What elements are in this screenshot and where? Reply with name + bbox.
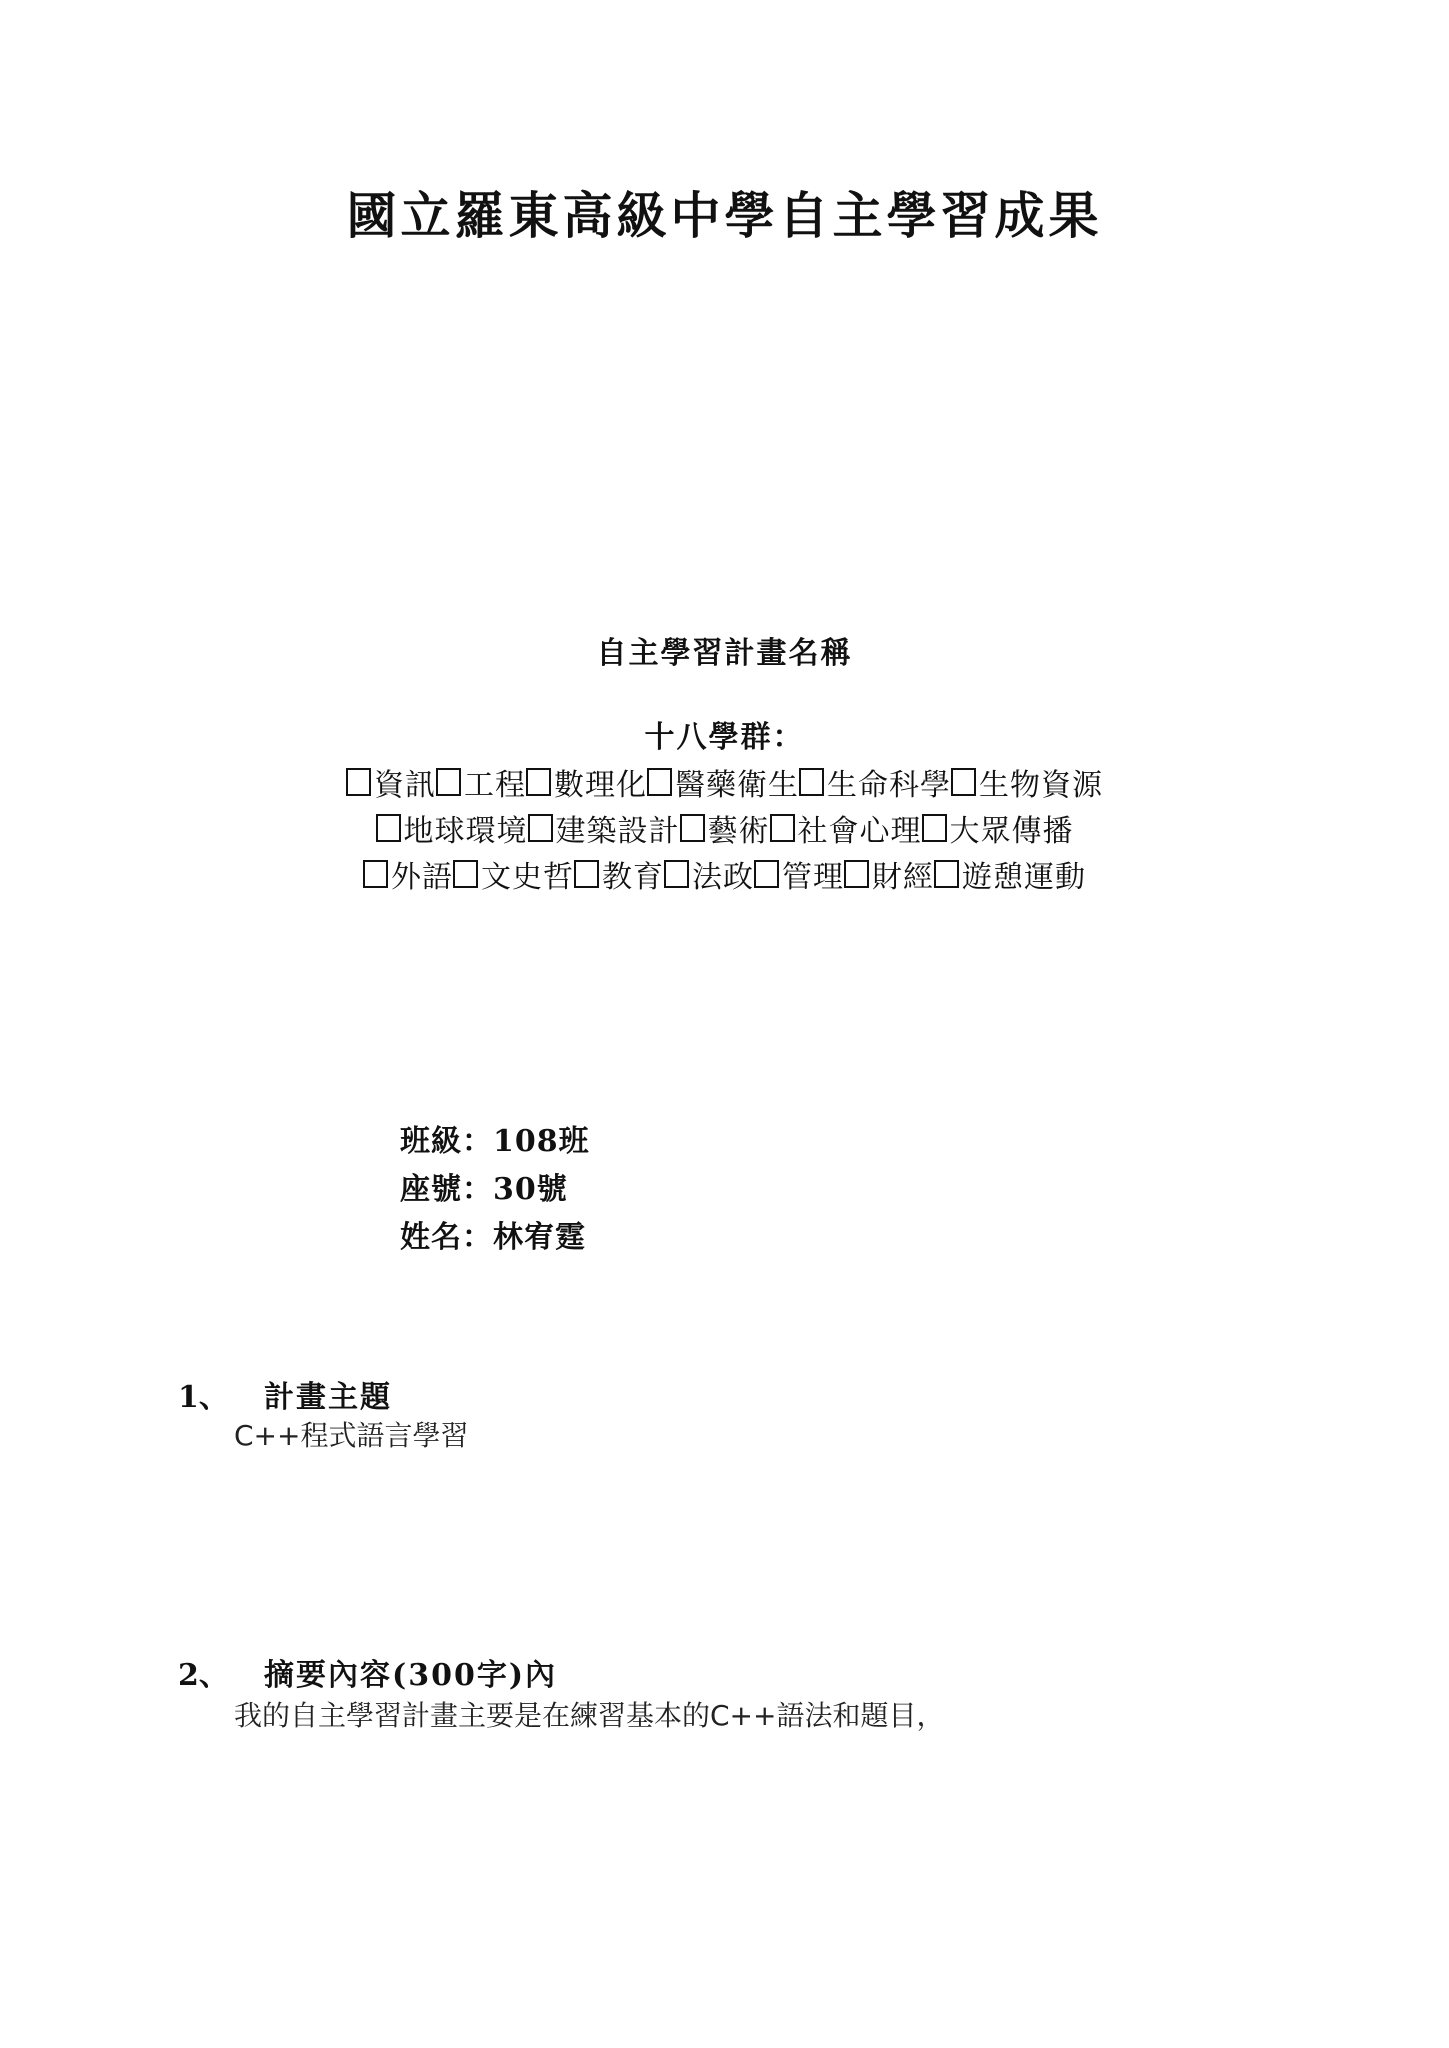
group-option[interactable] <box>376 806 528 850</box>
class-value: 108班 <box>493 1124 590 1159</box>
group-row-2 <box>0 806 1449 850</box>
checkbox-icon[interactable] <box>574 860 599 888</box>
class-label: 班級： <box>400 1124 493 1159</box>
group-option[interactable] <box>770 806 922 850</box>
group-option[interactable] <box>574 852 664 896</box>
group-option[interactable] <box>664 852 754 896</box>
group-option[interactable] <box>844 852 934 896</box>
group-label: 財經 <box>872 860 934 895</box>
section-number: 2、 <box>178 1658 229 1693</box>
group-option[interactable] <box>922 806 1074 850</box>
checkbox-icon[interactable] <box>754 860 779 888</box>
checkbox-icon[interactable] <box>934 860 959 888</box>
group-label: 工程 <box>464 768 526 803</box>
group-option[interactable] <box>680 806 770 850</box>
section-title: 計畫主題 <box>264 1380 392 1415</box>
class-row <box>400 1118 590 1166</box>
group-label: 醫藥衛生 <box>675 768 799 803</box>
group-label: 遊憩運動 <box>962 860 1086 895</box>
group-label: 生物資源 <box>979 768 1103 803</box>
checkbox-icon[interactable] <box>376 814 401 842</box>
group-label: 數理化 <box>554 768 647 803</box>
group-label: 建築設計 <box>555 814 680 849</box>
name-value: 林宥霆 <box>493 1220 586 1255</box>
checkbox-icon[interactable] <box>363 860 388 888</box>
group-label: 藝術 <box>707 814 770 849</box>
group-option[interactable] <box>436 760 526 804</box>
section-2-heading <box>178 1650 557 1694</box>
checkbox-icon[interactable] <box>922 814 947 842</box>
name-label: 姓名： <box>400 1220 493 1255</box>
group-label: 地球環境 <box>403 814 528 849</box>
student-info <box>400 1118 590 1262</box>
name-row <box>400 1214 590 1262</box>
checkbox-icon[interactable] <box>770 814 795 842</box>
checkbox-icon[interactable] <box>647 768 672 796</box>
group-label: 外語 <box>391 860 453 895</box>
group-option[interactable] <box>528 806 680 850</box>
group-label: 資訊 <box>374 768 436 803</box>
group-option[interactable] <box>799 760 951 804</box>
checkbox-icon[interactable] <box>680 814 705 842</box>
group-option[interactable] <box>453 852 574 896</box>
checkbox-icon[interactable] <box>951 768 976 796</box>
group-option[interactable] <box>754 852 844 896</box>
checkbox-icon[interactable] <box>346 768 371 796</box>
seat-value: 30號 <box>493 1172 568 1207</box>
section-1-heading <box>178 1372 392 1416</box>
group-row-3 <box>0 852 1449 896</box>
checkbox-icon[interactable] <box>799 768 824 796</box>
group-label: 管理 <box>782 860 844 895</box>
section-title: 摘要內容(300字)內 <box>264 1658 558 1693</box>
group-label: 社會心理 <box>797 814 922 849</box>
group-option[interactable] <box>934 852 1086 896</box>
seat-label: 座號： <box>400 1172 493 1207</box>
group-option[interactable] <box>363 852 453 896</box>
seat-row <box>400 1166 590 1214</box>
checkbox-icon[interactable] <box>528 814 553 842</box>
group-row-1 <box>0 760 1449 804</box>
group-option[interactable] <box>346 760 436 804</box>
group-option[interactable] <box>526 760 647 804</box>
group-label: 教育 <box>602 860 664 895</box>
group-label: 大眾傳播 <box>949 814 1074 849</box>
group-label: 文史哲 <box>481 860 574 895</box>
checkbox-icon[interactable] <box>436 768 461 796</box>
checkbox-icon[interactable] <box>664 860 689 888</box>
section-2-body: 我的自主學習計畫主要是在練習基本的C++語法和題目， <box>234 1699 945 1732</box>
plan-name-heading: 自主學習計畫名稱 <box>596 636 853 671</box>
group-option[interactable] <box>647 760 799 804</box>
group-option[interactable] <box>951 760 1103 804</box>
checkbox-icon[interactable] <box>526 768 551 796</box>
section-number: 1、 <box>178 1380 229 1415</box>
group-label: 生命科學 <box>827 768 951 803</box>
document-title: 國立羅東高級中學自主學習成果 <box>346 186 1103 245</box>
groups-heading: 十八學群： <box>644 720 805 755</box>
checkbox-icon[interactable] <box>453 860 478 888</box>
checkbox-icon[interactable] <box>844 860 869 888</box>
group-label: 法政 <box>692 860 754 895</box>
section-1-body: C++程式語言學習 <box>234 1419 469 1452</box>
